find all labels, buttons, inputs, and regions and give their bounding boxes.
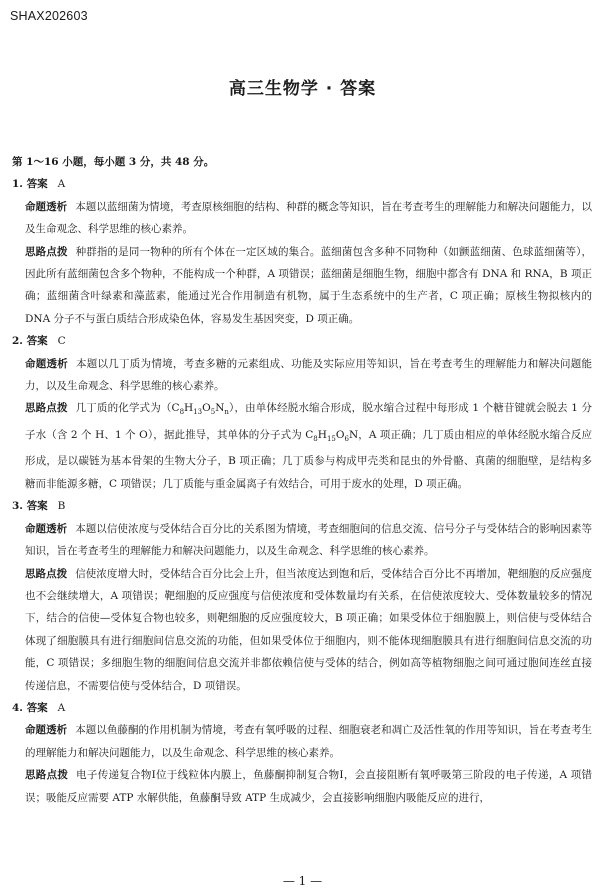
- page-number: — 1 —: [282, 874, 323, 888]
- question-2-analysis: 命题透析 本题以几丁质为情境，考查多糖的元素组成、功能及实际应用等知识，旨在考查考生的理解能力和解决问题能力，以及生命观念、科学思维的核心素养。: [25, 357, 593, 393]
- section-heading: 第 1～16 小题，每小题 3 分，共 48 分。: [12, 156, 215, 168]
- question-1-analysis: 命题透析 本题以蓝细菌为情境，考查原核细胞的结构、种群的概念等知识，旨在考查考生的理解能力和解决问题能力，以及生命观念、科学思维的核心素养。: [25, 200, 593, 236]
- question-1-tips: 思路点拨 种群指的是同一物种的所有个体在一定区域的集合。蓝细菌包含多种不同物种（如颤蓝细菌、色球蓝细菌等），因此所有蓝细菌包含多个物种，不能构成一个种群，A 项错误；蓝细菌是细胞生物，细胞中都含有 DNA 和 RNA，B 项正确；蓝细菌含叶绿素和藻蓝素，能通过光合作用制造有机物，属于生态系统中的生产者，C 项正确；原核生物拟核内的 DNA 分子不与蛋白质结合形成染色体，容易发生基因突变，D 项正确。: [25, 245, 593, 325]
- question-3-answer: 3. 答案 B: [12, 500, 66, 513]
- question-2-tips: 思路点拨 几丁质的化学式为$(C_8H_{13}O_5N_n)$，由单体经脱水缩合形成，脱水缩合过程中每形成 1 个糖苷键就会脱去 1 分子水（含 2 个 H、1 个 O），据此推导，其单体的分子式为 $C_8H_{15}O_6N$，A 项正确；几丁质由相应的单体经脱水缩合反应形成，是以碳链为基本骨架的生物大分子，B 项正确；几丁质参与构成甲壳类和昆虫的外骨骼、真菌的细胞壁，是结构多糖而非能源多糖，C 项错误；几丁质能与重金属离子有效结合，可用于废水的处理，D 项正确。: [25, 402, 593, 490]
- page-title: 高三生物学 · 答案: [228, 79, 377, 99]
- question-2-answer: 2. 答案 C: [12, 335, 66, 348]
- question-4-answer: 4. 答案 A: [12, 701, 66, 714]
- question-3-analysis: 命题透析 本题以信使浓度与受体结合百分比的关系图为情境，考查细胞间的信息交流、信号分子与受体结合的影响因素等知识，旨在考查考生的理解能力和解决问题能力，以及生命观念、科学思维的核心素养。: [25, 522, 593, 558]
- answer-content: [12, 151, 592, 809]
- question-4-tips: 思路点拨 电子传递复合物Ⅰ位于线粒体内膜上，鱼藤酮抑制复合物Ⅰ，会直接阻断有氧呼吸第三阶段的电子传递，A 项错误；吸能反应需要 ATP 水解供能，鱼藤酮导致 ATP 生成减少，会直接影响细胞内吸能反应的进行，: [25, 769, 592, 804]
- question-4-analysis: 命题透析 本题以鱼藤酮的作用机制为情境，考查有氧呼吸的过程、细胞衰老和凋亡及活性氧的作用等知识，旨在考查考生的理解能力和解决问题能力，以及生命观念、科学思维的核心素养。: [25, 724, 593, 759]
- question-3-tips: 思路点拨 信使浓度增大时，受体结合百分比会上升，但当浓度达到饱和后，受体结合百分比不再增加，靶细胞的反应强度也不会继续增大，A 项错误；靶细胞的反应强度与信使浓度和受体数量均有关系，在信使浓度较大、受体数量较多的情况下，结合的信使—受体复合物也较多，则靶细胞的反应强度较大，B 项正确；如果受体位于细胞膜上，则信使与受体结合体现了细胞膜具有进行细胞间信息交流的功能，但如果受体位于细胞内，则不能体现细胞膜具有进行细胞间信息交流的功能，C 项错误；多细胞生物的细胞间信息交流并非都依赖信使与受体的结合，例如高等植物细胞之间可通过胞间连丝直接传递信息，不需要信使与受体结合，D 项错误。: [25, 567, 593, 692]
- question-1-answer: 1. 答案 A: [12, 178, 66, 191]
- document-code: SHAX202603: [10, 9, 88, 23]
